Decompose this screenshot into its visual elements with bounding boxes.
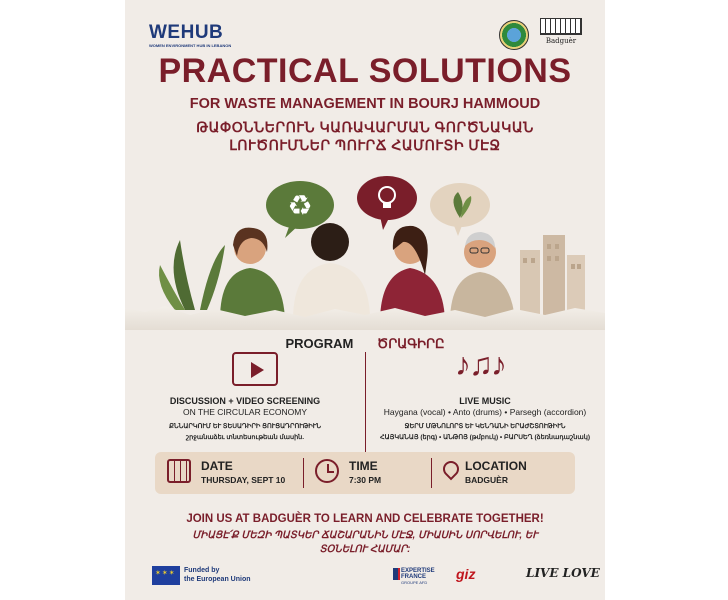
page-subtitle: FOR WASTE MANAGEMENT IN BOURJ HAMMOUD <box>189 96 541 112</box>
info-separator <box>303 458 304 488</box>
page-title: PRACTICAL SOLUTIONS <box>158 52 572 90</box>
date-label: DATE <box>201 459 233 473</box>
time-value: 7:30 PM <box>349 475 382 485</box>
program-divider <box>365 352 366 452</box>
eu-line-1: Funded by <box>184 567 220 574</box>
discussion-armenian-2: շրջանաձեւ տնտեսութեան մասին. <box>185 434 305 441</box>
info-separator <box>431 458 432 488</box>
time-label: TIME <box>349 459 378 473</box>
location-label: LOCATION <box>465 459 527 473</box>
municipality-seal-icon <box>499 20 529 50</box>
badguer-logo <box>539 18 583 45</box>
illustration-community-discussion <box>125 160 605 330</box>
live-music-title: LIVE MUSIC <box>459 396 511 406</box>
event-info-bar <box>155 452 575 494</box>
music-notes-icon: ♪♫♪ <box>455 346 505 382</box>
expertise-line-2: FRANCE <box>401 574 426 580</box>
expertise-line-3: GROUPE AFD <box>401 580 428 585</box>
location-pin-icon <box>439 459 465 485</box>
call-to-action: JOIN US AT BADGUÈR TO LEARN AND CELEBRATE TOGETHER! <box>186 513 544 525</box>
program-header <box>125 336 605 352</box>
live-music-armenian-2: ՀԱՅԿԱՆԱՅ (երգ) • ԱՆԹՈՅ (թմբուկ) • ԲԱՐՍԵՂ (ձեռնադաշնակ) <box>380 434 590 441</box>
play-icon <box>232 352 278 386</box>
svg-text:♻: ♻ <box>287 189 313 222</box>
discussion-subtitle: ON THE CIRCULAR ECONOMY <box>182 407 308 417</box>
badguer-logo-text: Badguèr <box>545 37 577 45</box>
expertise-france-logo <box>401 568 435 586</box>
building-icon <box>540 18 582 35</box>
armenian-title-line2: ԼՈՒԾՈՒՄՆԵՐ ՊՈՒՐՃ ՀԱՄՈՒՏԻ ՄԷՋ <box>229 137 501 153</box>
call-to-action-armenian: ՄԻԱՑԷ՛Ք ՄԵԶԻ ՊԱՏԿԵՐ ՃԱՇԱՐԱՆԻՆ ՄԷՋ, ՄԻԱՍԻՆ ՍՈՐՎԵԼՈՒ, ԵՒ ՏՕՆԵԼՈՒ ՀԱՄԱՐ: <box>192 530 538 555</box>
armenian-title-line1: ԹԱՓՕՆՆԵՐՈՒՆ ԿԱՌԱՎԱՐՄԱՆ ԳՈՐԾՆԱԿԱՆ <box>196 119 534 135</box>
live-music-performers: Haygana (vocal) • Anto (drums) • Parsegh (accordion) <box>383 407 587 417</box>
eu-funding-text <box>184 566 251 584</box>
wehub-logo-text: WEHUB <box>149 22 224 43</box>
location-value: BADGUÈR <box>465 475 508 485</box>
live-love-logo: LIVE LOVE <box>526 566 600 580</box>
clock-icon <box>315 459 341 485</box>
event-poster <box>125 0 605 600</box>
expertise-line-1: EXPERTISE <box>401 568 435 574</box>
eu-flag-icon <box>152 566 180 585</box>
giz-logo: giz <box>456 566 476 582</box>
live-music-armenian-1: ՋԵՐՄ ՄԹՆՈԼՈՐՏ ԵՒ ԿԵՆԴԱՆԻ ԵՐԱԺՇՏՈՒԹԻՒՆ <box>404 423 566 430</box>
program-label: PROGRAM <box>285 336 354 351</box>
wehub-logo <box>149 22 231 48</box>
date-value: THURSDAY, SEPT 10 <box>201 475 286 485</box>
discussion-armenian-1: ՔՆՆԱՐԿՈՒՄ ԵՒ ՏԵՍԱԴԻՐԻ ՑՈՒՑԱԴՐՈՒԹԻՒՆ <box>168 423 322 430</box>
eu-line-2: the European Union <box>184 576 251 583</box>
calendar-icon <box>167 459 193 485</box>
wehub-logo-sub: WOMEN ENVIRONMENT HUB IN LEBANON <box>149 43 232 48</box>
program-label-armenian: ԾՐԱԳԻՐԸ <box>377 336 445 351</box>
discussion-title: DISCUSSION + VIDEO SCREENING <box>169 396 321 406</box>
expertise-france-mark-icon <box>393 568 400 580</box>
